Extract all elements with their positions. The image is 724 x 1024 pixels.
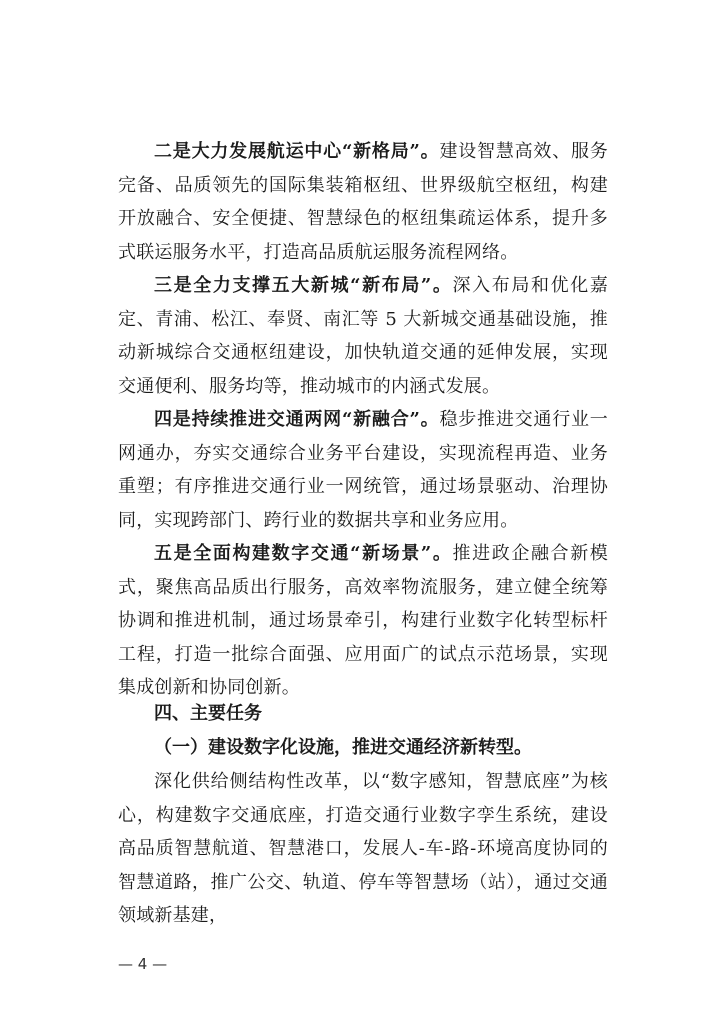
paragraph-lead: 二是大力发展航运中心“新格局”。 (154, 141, 440, 162)
paragraph-lead: 三是全力支撑五大新城“新布局”。 (154, 275, 453, 296)
paragraph-lead: 五是全面构建数字交通“新场景”。 (154, 543, 453, 564)
paragraph-body: 稳步推进交通行业一网通办，夯实交通综合业务平台建设，实现流程再造、业务重塑；有序推进交通行业一网统管，通过场景驱动、治理协同，实现跨部门、跨行业的数据共享和业务应用。 (118, 409, 608, 531)
subsection-heading: （一）建设数字化设施，推进交通经济新转型。 (154, 737, 532, 758)
paragraph-4 (118, 403, 608, 537)
paragraph-5 (118, 537, 608, 705)
paragraph-2 (118, 135, 608, 269)
paragraph-body: 深入布局和优化嘉定、青浦、松江、奉贤、南汇等 5 大新城交通基础设施，推动新城综合交通枢纽建设，加快轨道交通的延伸发展，实现交通便利、服务均等，推动城市的内涵式发展。 (118, 275, 609, 397)
paragraph-body: 推进政企融合新模式，聚焦高品质出行服务，高效率物流服务，建立健全统筹协调和推进机制，通过场景牵引，构建行业数字化转型标杆工程，打造一批综合面强、应用面广的试点示范场景，实现集成创新和协同创新。 (118, 543, 609, 698)
paragraph-body: 建设智慧高效、服务完备、品质领先的国际集装箱枢纽、世界级航空枢纽，构建开放融合、安全便捷、智慧绿色的枢纽集疏运体系，提升多式联运服务水平，打造高品质航运服务流程网络。 (118, 141, 608, 263)
paragraph-lead: 四是持续推进交通两网“新融合”。 (154, 409, 440, 430)
paragraph-3 (118, 269, 608, 403)
page-number: — 4 — (118, 955, 168, 973)
section-heading: 四、主要任务 (154, 703, 262, 724)
paragraph-final: 深化供给侧结构性改革，以“数字感知，智慧底座”为核心，构建数字交通底座，打造交通行业数字孪生系统，建设高品质智慧航道、智慧港口，发展人-车-路-环境高度协同的智慧道路，推广公交、轨道、停车等智慧场（站），通过交通领域新基建， (118, 771, 608, 926)
